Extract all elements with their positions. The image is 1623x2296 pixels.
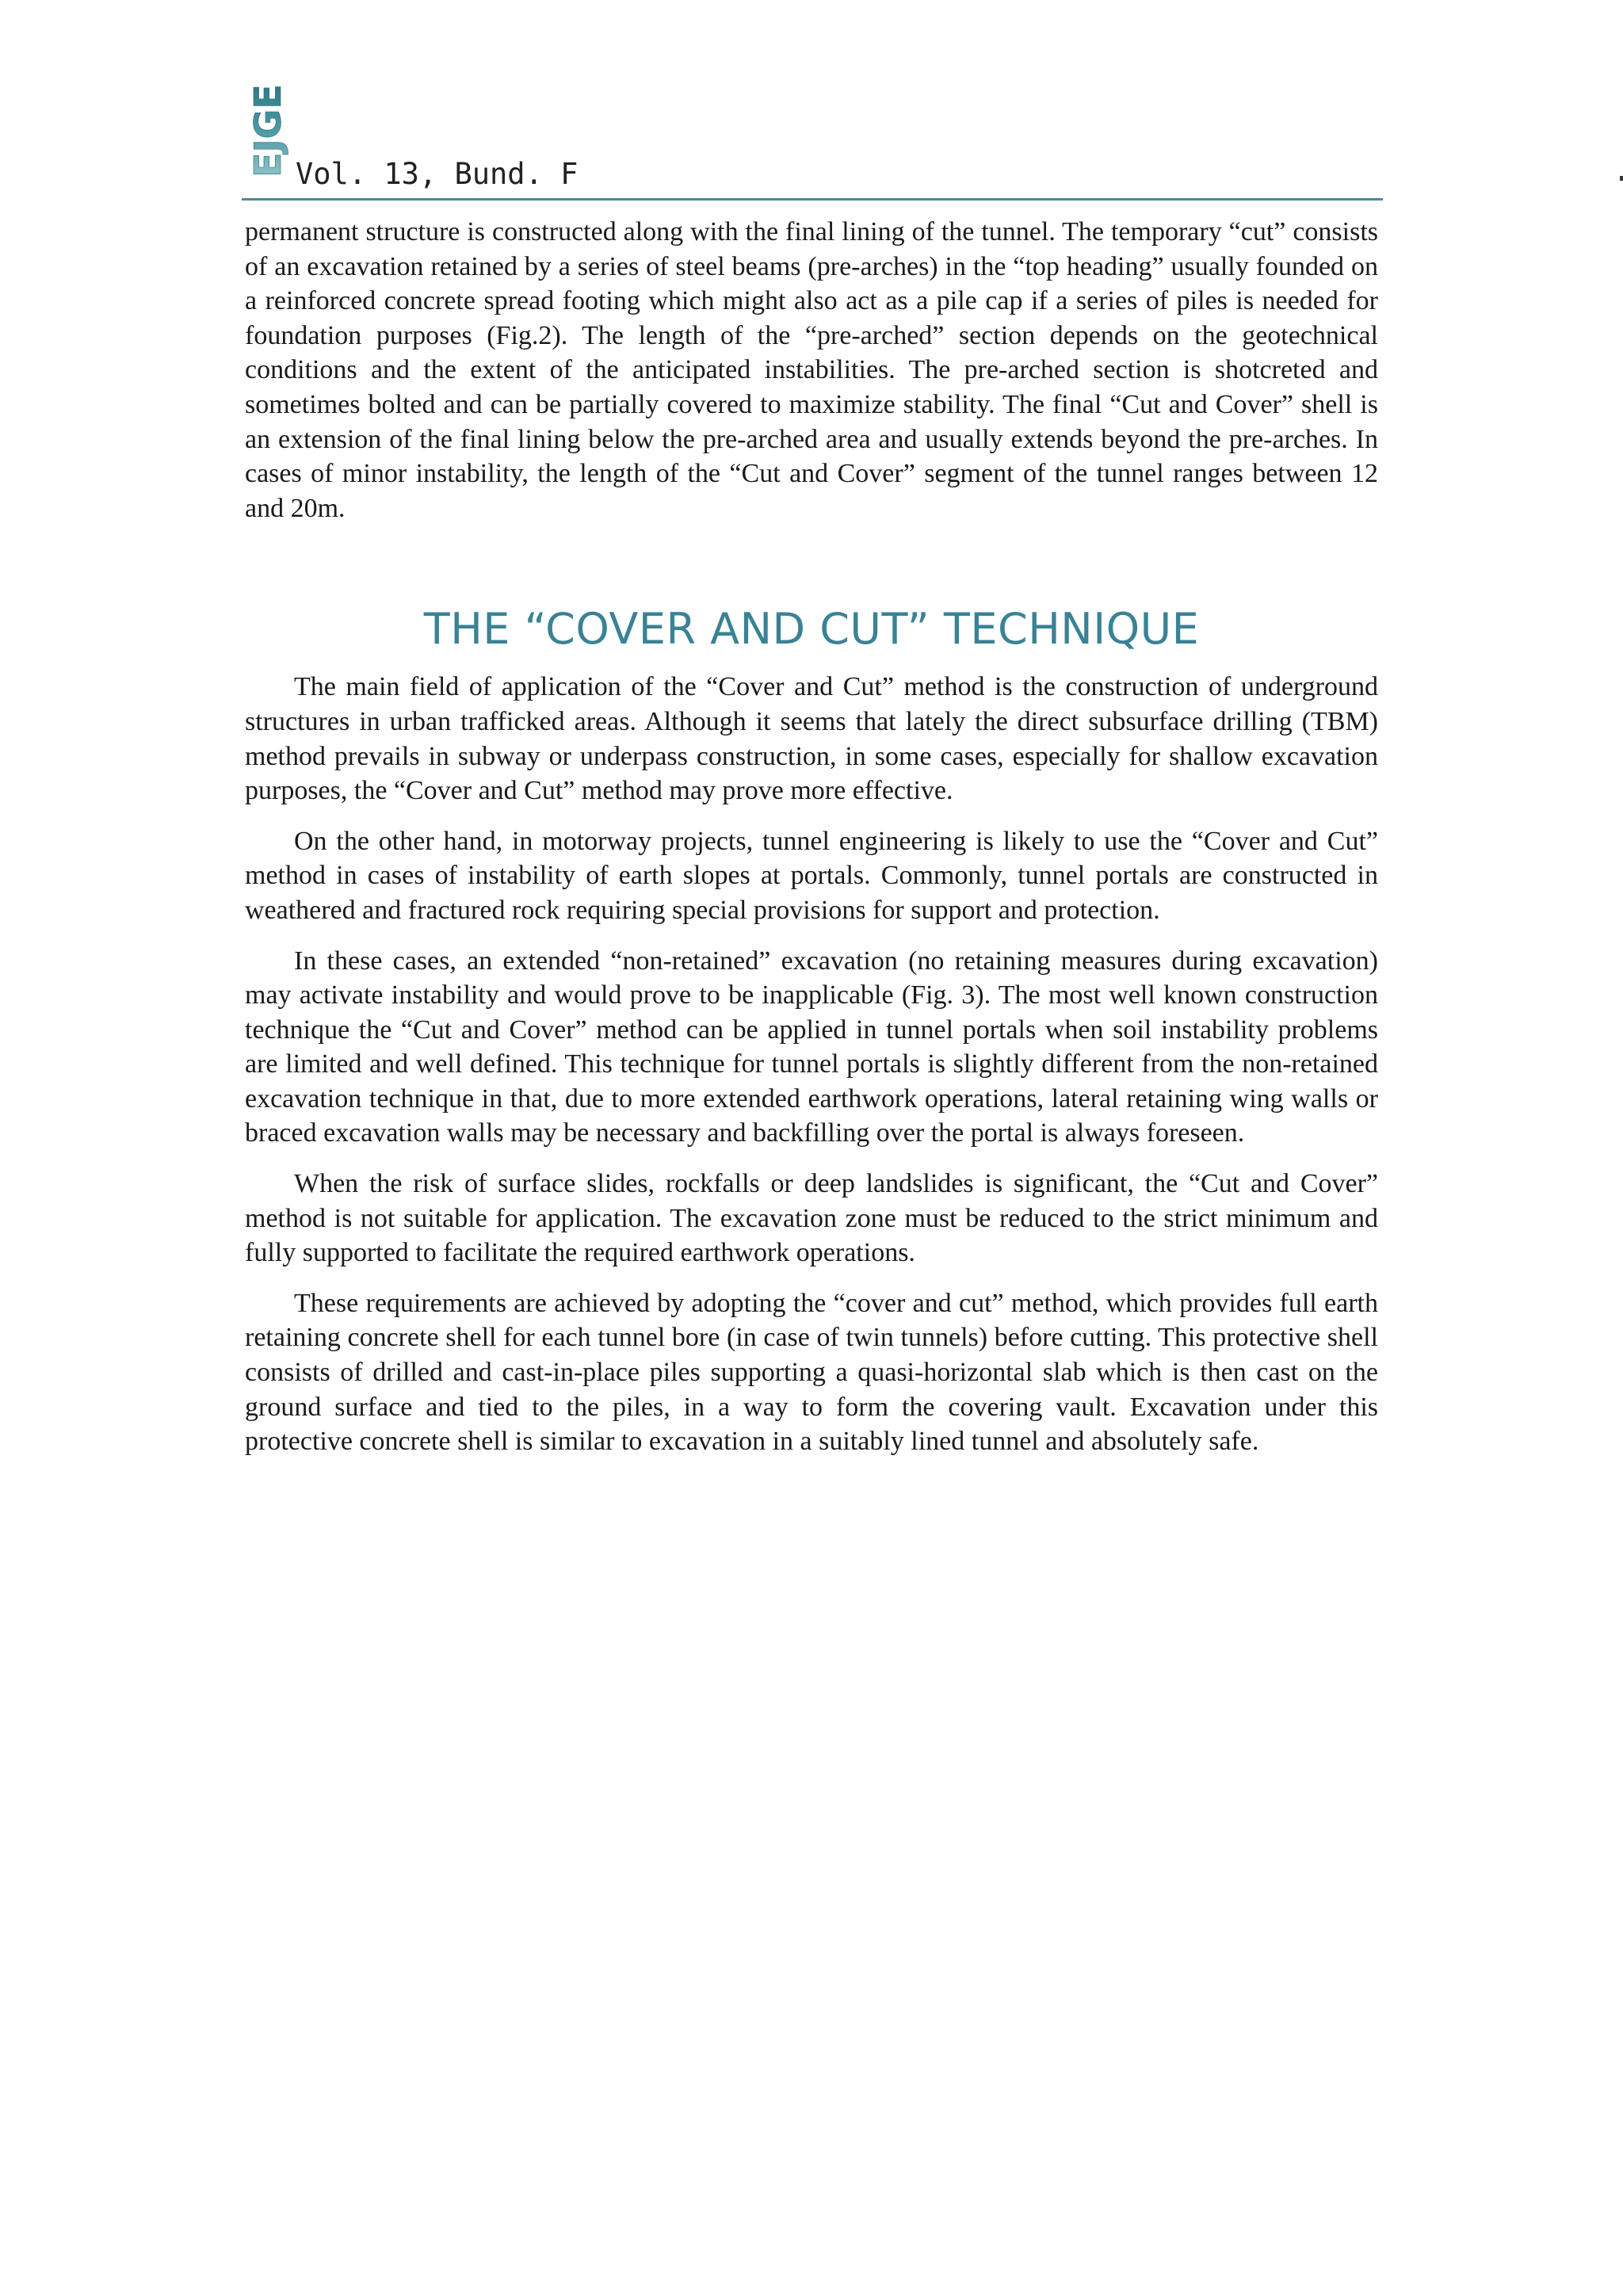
body-paragraph-1: The main field of application of the “Cover and Cut” method is the construction of underground structures in urban trafficked areas. Although it seems that lately the direct subsurface drilling (TBM) method prevails in subway or underpass construction, in some cases, especially for shallow excavation purposes, the “Cover and Cut” method may prove more effective. bbox=[245, 672, 1378, 806]
article-body bbox=[245, 215, 1378, 1475]
section-title: THE “COVER AND CUT” TECHNIQUE bbox=[423, 604, 1200, 655]
page-header bbox=[242, 71, 1383, 198]
header-rule bbox=[242, 198, 1383, 201]
volume-label: Vol. 13, Bund. F bbox=[296, 157, 579, 191]
page-edge-mark bbox=[1620, 176, 1623, 181]
body-paragraph-4: When the risk of surface slides, rockfalls or deep landslides is significant, the “Cut and Cover” method is not suitable for application. The excavation zone must be reduced to the strict minimum and fully supported to facilitate the required earthwork operations. bbox=[245, 1169, 1378, 1268]
intro-paragraph: permanent structure is constructed along with the final lining of the tunnel. The temporary “cut” consists of an excavation retained by a series of steel beams (pre-arches) in the “top heading” usually founded on a reinforced concrete spread footing which might also act as a pile cap if a series of piles is needed for foundation purposes (Fig.2). The length of the “pre-arched” section depends on the geotechnical conditions and the extent of the anticipated instabilities. The pre-arched section is shotcreted and sometimes bolted and can be partially covered to maximize stability. The final “Cut and Cover” shell is an extension of the final lining below the pre-arched area and usually extends beyond the pre-arches. In cases of minor instability, the length of the “Cut and Cover” segment of the tunnel ranges between 12 and 20m. bbox=[245, 217, 1378, 523]
ejge-logo-icon bbox=[246, 71, 289, 190]
logo-text: EJGE bbox=[246, 84, 289, 178]
body-paragraph-3: In these cases, an extended “non-retained” excavation (no retaining measures during excavation) may activate instability and would prove to be inapplicable (Fig. 3). The most well known construction technique the “Cut and Cover” method can be applied in tunnel portals when soil instability problems are limited and well defined. This technique for tunnel portals is slightly different from the non-retained excavation technique in that, due to more extended earthwork operations, lateral retaining wing walls or braced excavation walls may be necessary and backfilling over the portal is always foreseen. bbox=[245, 946, 1378, 1148]
body-paragraph-5: These requirements are achieved by adopting the “cover and cut” method, which provides full earth retaining concrete shell for each tunnel bore (in case of twin tunnels) before cutting. This protective shell consists of drilled and cast-in-place piles supporting a quasi-horizontal slab which is then cast on the ground surface and tied to the piles, in a way to form the covering vault. Excavation under this protective concrete shell is similar to excavation in a suitably lined tunnel and absolutely safe. bbox=[245, 1288, 1378, 1457]
body-paragraph-2: On the other hand, in motorway projects, tunnel engineering is likely to use the “Cover and Cut” method in cases of instability of earth slopes at portals. Commonly, tunnel portals are constructed in weathered and fractured rock requiring special provisions for support and protection. bbox=[245, 826, 1378, 925]
journal-logo bbox=[246, 71, 289, 190]
